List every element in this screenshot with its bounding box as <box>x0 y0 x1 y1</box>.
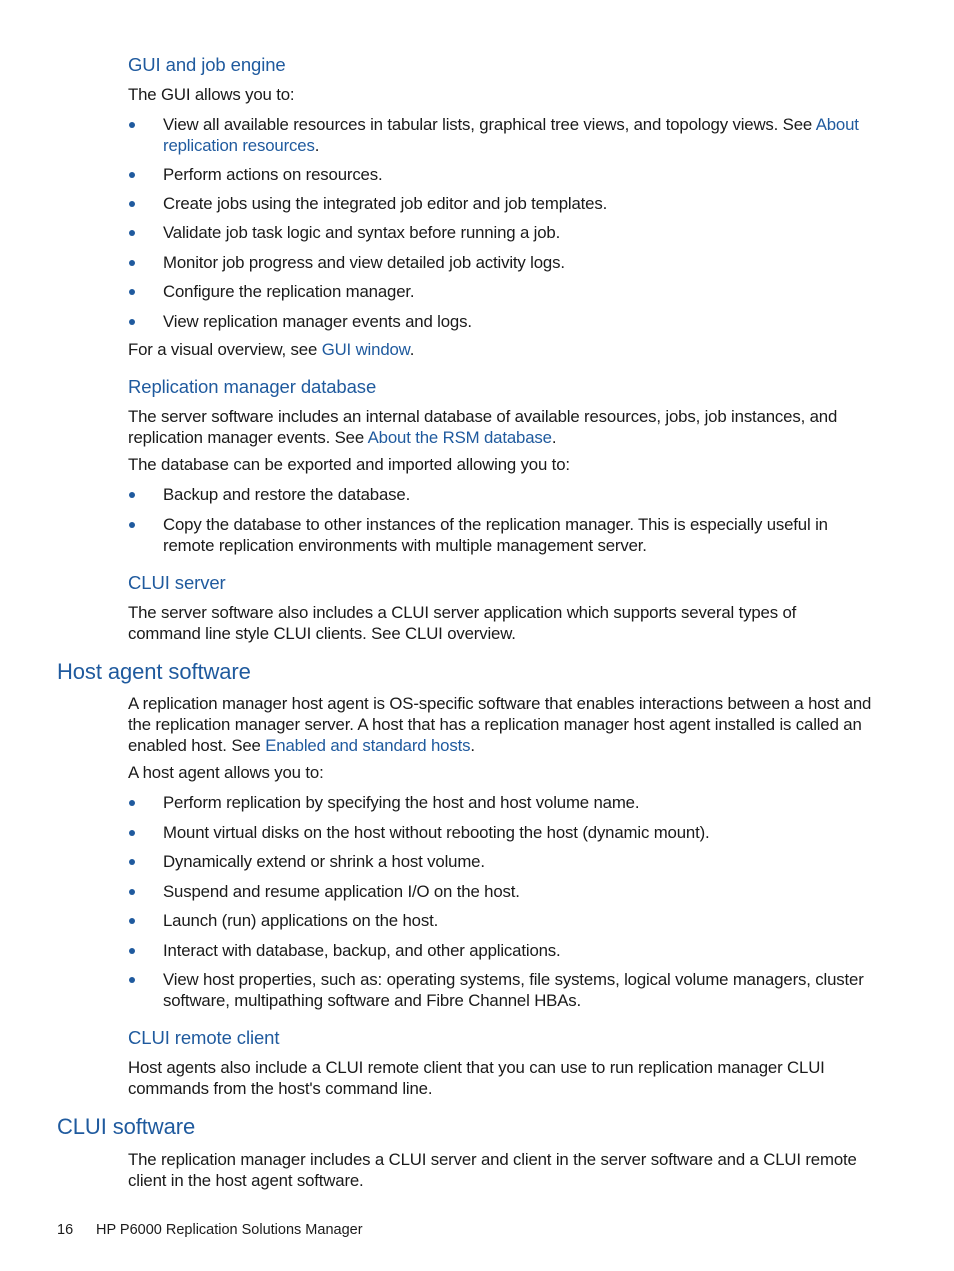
link-about-rsm-database[interactable]: About the RSM database <box>367 428 552 447</box>
bullet-icon <box>129 172 135 178</box>
link-gui-window[interactable]: GUI window <box>321 340 410 359</box>
list-item-text: Perform replication by specifying the host and host volume name. <box>163 793 640 812</box>
list-item <box>128 969 873 1011</box>
list-item-text: Perform actions on resources. <box>163 165 383 184</box>
list-item-text: Configure the replication manager. <box>163 282 415 301</box>
bullet-icon <box>129 201 135 207</box>
gui-intro: The GUI allows you to: <box>128 85 295 104</box>
host-agent-para-1-text: A replication manager host agent is OS-specific software that enables interactions between a host and the replication manager server. A host that has a replication manager host agent installed is called an enabled host. See <box>128 694 872 755</box>
database-para-1-text: The server software includes an internal database of available resources, jobs, job instances, and replication manager events. See <box>128 407 838 447</box>
list-item-text: Monitor job progress and view detailed job activity logs. <box>163 253 565 272</box>
bullet-icon <box>129 522 135 528</box>
bullet-icon <box>129 830 135 836</box>
bullet-icon <box>129 230 135 236</box>
gui-outro-text: For a visual overview, see <box>128 340 322 359</box>
bullet-icon <box>129 289 135 295</box>
bullet-icon <box>129 948 135 954</box>
list-item-text: Suspend and resume application I/O on the host. <box>163 882 520 901</box>
list-item-text: Backup and restore the database. <box>163 485 411 504</box>
section-heading-clui-remote: CLUI remote client <box>128 1027 280 1048</box>
list-item <box>128 114 873 156</box>
host-agent-para-2: A host agent allows you to: <box>128 763 324 782</box>
list-item <box>128 222 873 243</box>
gui-outro <box>128 339 873 360</box>
list-item <box>128 252 873 273</box>
bullet-icon <box>129 492 135 498</box>
clui-software-para: The replication manager includes a CLUI server and client in the server software and a CLUI remote client in the host agent software. <box>128 1150 857 1190</box>
list-item-text: Copy the database to other instances of the replication manager. This is especially useful in remote replication environments with multiple management server. <box>163 515 828 555</box>
punctuation: . <box>409 340 415 359</box>
list-item <box>128 881 873 902</box>
punctuation: . <box>314 136 320 155</box>
list-item <box>128 484 873 505</box>
list-item <box>128 193 873 214</box>
list-item <box>128 940 873 961</box>
list-item-text: View replication manager events and logs. <box>163 312 472 331</box>
bullet-icon <box>129 800 135 806</box>
bullet-icon <box>129 889 135 895</box>
footer-title: HP P6000 Replication Solutions Manager <box>96 1222 363 1238</box>
list-item <box>128 281 873 302</box>
clui-server-para: The server software also includes a CLUI server application which supports several types of command line style CLUI clients. See CLUI overview. <box>128 603 797 643</box>
bullet-icon <box>129 260 135 266</box>
list-item <box>128 311 873 332</box>
database-para-1 <box>128 406 873 448</box>
host-agent-para-1 <box>128 693 873 756</box>
section-heading-gui: GUI and job engine <box>128 54 286 75</box>
punctuation: . <box>551 428 557 447</box>
bullet-icon <box>129 122 135 128</box>
bullet-icon <box>129 859 135 865</box>
punctuation: . <box>470 736 475 755</box>
bullet-icon <box>129 918 135 924</box>
section-heading-clui-server: CLUI server <box>128 572 226 593</box>
list-item <box>128 822 873 843</box>
list-item <box>128 164 873 185</box>
list-item-text: Launch (run) applications on the host. <box>163 911 439 930</box>
section-heading-clui-software: CLUI software <box>57 1114 196 1139</box>
clui-remote-para: Host agents also include a CLUI remote client that you can use to run replication manager CLUI commands from the host's command line. <box>128 1058 825 1098</box>
page-number: 16 <box>57 1222 74 1238</box>
list-item <box>128 792 873 813</box>
bullet-icon <box>129 319 135 325</box>
list-item <box>128 851 873 872</box>
link-enabled-standard-hosts[interactable]: Enabled and standard hosts <box>265 736 471 755</box>
list-item-text: Dynamically extend or shrink a host volume. <box>163 852 485 871</box>
list-item <box>128 910 873 931</box>
list-item-text: Mount virtual disks on the host without rebooting the host (dynamic mount). <box>163 823 710 842</box>
list-item-text: View all available resources in tabular lists, graphical tree views, and topology views. See <box>163 115 816 134</box>
section-heading-host-agent: Host agent software <box>57 659 251 684</box>
bullet-icon <box>129 977 135 983</box>
database-para-2: The database can be exported and imported allowing you to: <box>128 455 570 474</box>
list-item <box>128 514 873 556</box>
link-about-replication-resources[interactable]: About replication resources <box>163 115 859 155</box>
list-item-text: View host properties, such as: operating systems, file systems, logical volume managers, cluster software, multipathing software and Fibre Channel HBAs. <box>163 970 864 1010</box>
list-item-text: Create jobs using the integrated job editor and job templates. <box>163 194 608 213</box>
list-item-text: Interact with database, backup, and other applications. <box>163 941 561 960</box>
section-heading-database: Replication manager database <box>128 376 377 397</box>
list-item-text: Validate job task logic and syntax before running a job. <box>163 223 561 242</box>
